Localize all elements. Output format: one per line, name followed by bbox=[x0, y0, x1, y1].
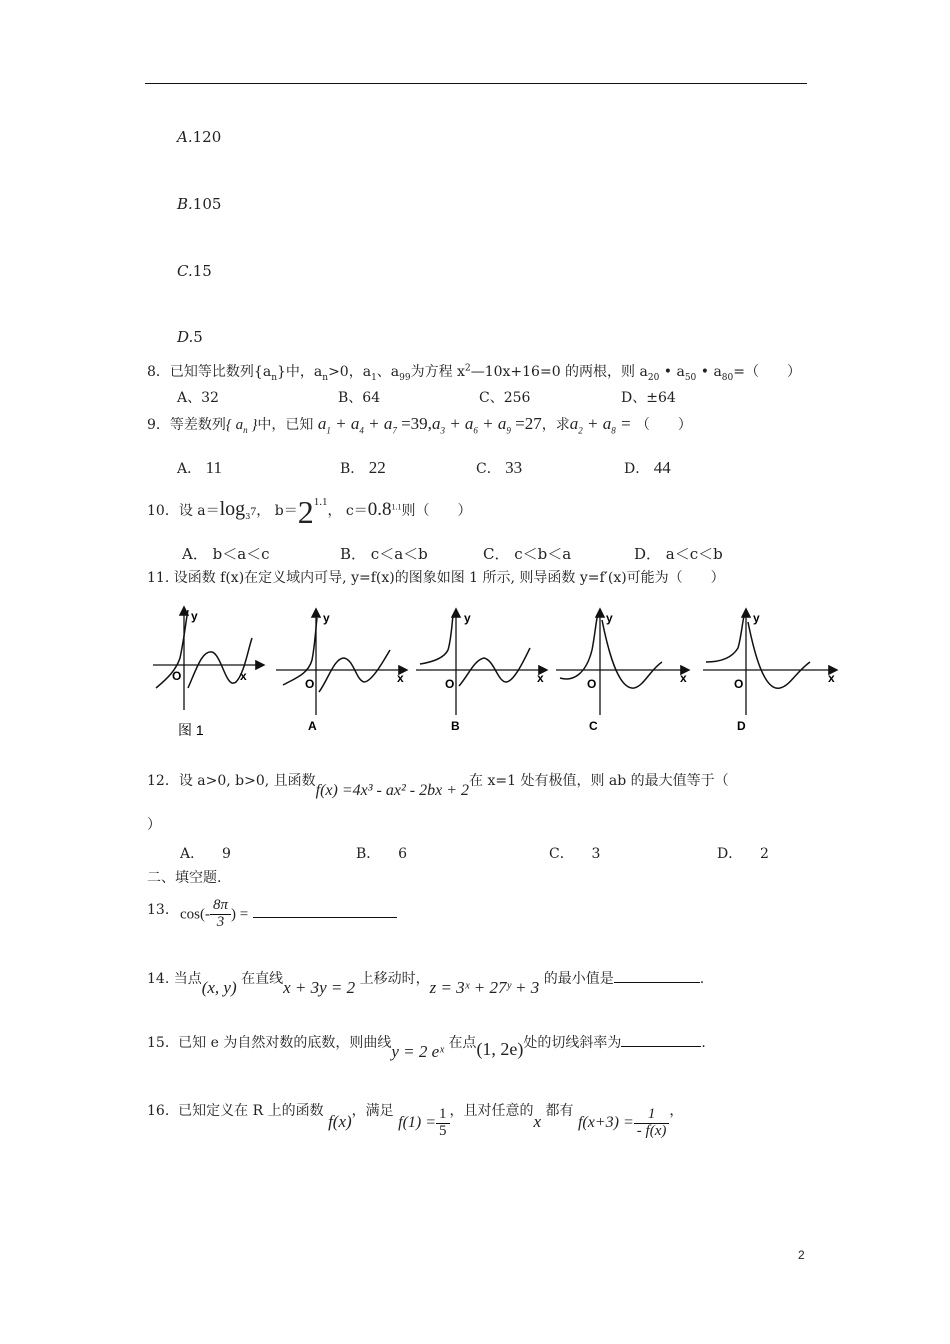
svg-text:y: y bbox=[753, 611, 760, 625]
question-9: 9．等差数列{ $a_n$ }中，已知 $a_1 + a_4 + a_7 =39,a_3 + a_6 + a_9 =27$，求$a_2 + a_8$ = （ ） bbox=[147, 414, 692, 436]
axis-x-label: x bbox=[240, 669, 247, 683]
question-12-close: ） bbox=[147, 817, 161, 833]
q12-option-c: C． 3 bbox=[549, 846, 601, 862]
q10-option-b: B． c＜a＜b bbox=[340, 545, 428, 563]
graph-caption-b: B bbox=[451, 719, 460, 733]
q12-option-b: B． 6 bbox=[356, 846, 408, 862]
question-13: cos(- $\frac{8\pi}{3}$ ) = bbox=[180, 898, 397, 931]
graph-option-a bbox=[276, 610, 406, 733]
answer-blank-14[interactable] bbox=[614, 982, 700, 983]
q10-option-d: D． a＜c＜b bbox=[634, 545, 723, 563]
question-16: 16. 已知定义在 R 上的函数 f(x)，满足 f(1) = $\frac{1}{5}$ ，且对任意的x 都有 f(x+3) = $\frac{1}{- f(x)}$ ， bbox=[147, 1103, 684, 1139]
q10-option-c: C． c＜b＜a bbox=[483, 545, 572, 563]
svg-text:y: y bbox=[606, 611, 613, 625]
graph-option-b bbox=[416, 610, 546, 733]
q8-option-b: B、64 bbox=[338, 390, 381, 406]
q12-option-d: D． 2 bbox=[717, 846, 769, 862]
option-c: C.15 bbox=[177, 262, 212, 280]
answer-blank-15[interactable] bbox=[621, 1046, 701, 1047]
svg-text:x: x bbox=[828, 671, 835, 685]
question-8: 8．已知等比数列$\{a_n\}$中，$a_n>0$，$a_1$、$a_{99}$为方程 $x^2—10x+16=0$ 的两根，则 $a_{20}$ • $a_{50}$ • $a_{80}=$（ ） bbox=[147, 363, 801, 383]
question-11: 11. 设函数 f(x)在定义域内可导, y=f(x)的图象如图 1 所示, 则导函数 y=f′(x)可能为（ ） bbox=[147, 570, 725, 586]
graph-option-d bbox=[703, 610, 836, 733]
question-13-number: 13. bbox=[147, 902, 170, 918]
axis-y-label: y bbox=[191, 609, 198, 623]
q8-option-a: A、32 bbox=[177, 390, 219, 406]
graph-caption-c: C bbox=[589, 719, 598, 733]
svg-text:x: x bbox=[537, 671, 544, 685]
question-14: 14. 当点(x, y) 在直线x + 3y = 2 上移动时，z = 3ˣ + 27ʸ + 3 的最小值是 . bbox=[147, 971, 705, 997]
graph-caption-1: 图 1 bbox=[178, 722, 204, 738]
q8-option-c: C、256 bbox=[479, 390, 531, 406]
svg-text:O: O bbox=[734, 677, 744, 691]
svg-text:O: O bbox=[587, 677, 597, 691]
option-b: B.105 bbox=[177, 195, 222, 213]
answer-blank-13[interactable] bbox=[253, 917, 397, 918]
page-number: 2 bbox=[798, 1248, 805, 1262]
question-10: 10．设 $a=\log_37$， $b=2^{1.1}$， $c=0.8^{1.1}$则（ ） bbox=[147, 494, 472, 530]
section-fill-in-heading: 二、填空题. bbox=[147, 870, 222, 886]
graph-caption-d: D bbox=[737, 719, 746, 733]
header-rule bbox=[145, 83, 807, 84]
graph-option-c bbox=[556, 610, 688, 733]
graph-figure-1 bbox=[153, 608, 263, 738]
q8-option-d: D、±64 bbox=[621, 390, 676, 406]
q10-option-a: A． b＜a＜c bbox=[182, 545, 270, 563]
graph-caption-a: A bbox=[308, 719, 317, 733]
q11-graphs bbox=[148, 600, 848, 745]
svg-text:y: y bbox=[464, 611, 471, 625]
svg-text:O: O bbox=[445, 677, 455, 691]
svg-text:x: x bbox=[397, 671, 404, 685]
svg-text:y: y bbox=[323, 611, 330, 625]
question-15: 15. 已知 e 为自然对数的底数，则曲线y = 2 eˣ 在点(1, 2e)处的切线斜率为 . bbox=[147, 1035, 706, 1061]
q9-option-b: B． 22 bbox=[340, 458, 386, 477]
svg-text:O: O bbox=[305, 677, 315, 691]
option-a: A.120 bbox=[177, 128, 222, 146]
question-12: 12．设 a>0, b>0, 且函数f(x) =4x³ - ax² - 2bx + 2在 x=1 处有极值，则 ab 的最大值等于（ bbox=[147, 773, 729, 799]
q9-option-c: C． 33 bbox=[476, 458, 523, 477]
svg-text:x: x bbox=[680, 671, 687, 685]
origin-label: O bbox=[172, 669, 182, 683]
q9-option-d: D． 44 bbox=[624, 458, 671, 477]
q9-option-a: A． 11 bbox=[177, 458, 222, 477]
option-d: D.5 bbox=[177, 328, 203, 346]
q12-option-a: A． 9 bbox=[180, 846, 231, 862]
